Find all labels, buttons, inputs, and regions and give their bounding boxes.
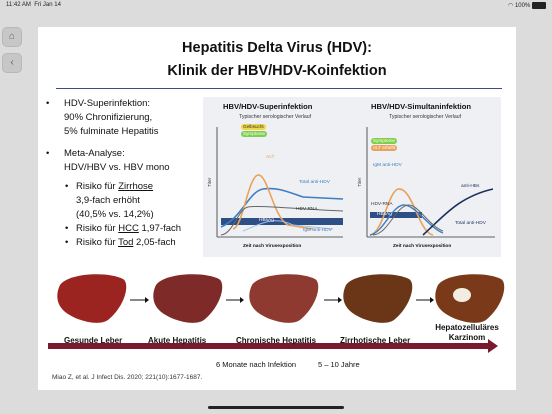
- left-total-anti-hdv-label: Total anti-HDV: [299, 180, 330, 185]
- sub-bullet-dot: •: [65, 223, 69, 234]
- sub-bullet-2: Risiko für HCC 1,97-fach: [76, 223, 182, 234]
- title-divider: [56, 88, 502, 89]
- right-anti-hbs-curve: [423, 189, 493, 235]
- left-gelbsucht-label: Gelbsucht: [243, 124, 264, 129]
- timeline-label-5-10-years: 5 – 10 Jahre: [318, 360, 360, 369]
- left-x-label: Zeit nach Virusexposition: [243, 244, 302, 249]
- liver-label-cirrhotic: Zirrhotische Leber: [340, 336, 411, 345]
- presentation-slide: [38, 27, 516, 390]
- right-anti-hbs-label: anti-HBs: [461, 184, 480, 189]
- chronic-liver-image: [249, 274, 318, 323]
- right-y-label: Titer: [358, 177, 363, 187]
- status-right: [508, 2, 546, 9]
- status-time: 11:42 AM Fri Jan 14: [6, 2, 61, 8]
- bullet-1-line2: 90% Chronifizierung,: [64, 112, 153, 123]
- bullet-2-line1: Meta-Analyse:: [64, 148, 125, 159]
- right-hdv-rna-label: HDV-RNA: [371, 202, 393, 207]
- home-indicator[interactable]: [208, 406, 344, 409]
- right-total-anti-hdv-label: Total anti-HDV: [455, 221, 486, 226]
- wifi-icon: ◠: [508, 3, 514, 10]
- bullet-dot: •: [46, 98, 50, 109]
- liver-label-acute: Akute Hepatitis: [148, 336, 207, 345]
- sub-bullet-1-line2: 3,9-fach erhöht: [76, 195, 140, 206]
- acute-liver-image: [153, 274, 222, 323]
- right-x-label: Zeit nach Virusexposition: [393, 244, 452, 249]
- right-chart-subtitle: Typischer serologischer Verlauf: [389, 114, 462, 120]
- right-chart-title: HBV/HDV-Simultaninfektion: [371, 102, 471, 111]
- left-symptome-label: Symptome: [243, 131, 265, 136]
- right-hbsag-label: HBsAg: [377, 212, 392, 217]
- right-alt-label: ALT erhöht: [373, 145, 396, 150]
- sub-bullet-3: Risiko für Tod 2,05-fach: [76, 237, 176, 248]
- serology-curves: [203, 97, 501, 257]
- right-igm-anti-hdv-curve: [370, 205, 443, 235]
- home-icon: ⌂: [8, 31, 16, 42]
- slide-title-line1: Hepatitis Delta Virus (HDV):: [182, 40, 372, 56]
- status-bar: [0, 0, 552, 12]
- right-hdv-rna-curve: [373, 205, 443, 235]
- left-chart-subtitle: Typischer serologischer Verlauf: [239, 114, 312, 120]
- home-button[interactable]: [2, 27, 22, 47]
- cirrhotic-liver-image: [343, 274, 412, 323]
- back-icon: ‹: [10, 57, 14, 68]
- timeline-label-6-months: 6 Monate nach Infektion: [216, 360, 297, 369]
- right-igm-anti-hdv-label: IgM anti-HDV: [373, 163, 402, 168]
- serology-figure: [203, 97, 501, 257]
- slide-title-line2: Klinik der HBV/HDV-Koinfektion: [167, 63, 387, 79]
- left-igm-anti-hdv-label: IgM anti-HDV: [303, 228, 332, 233]
- battery-icon: [532, 2, 546, 9]
- tumor-mass: [453, 288, 471, 302]
- healthy-liver-image: [57, 274, 126, 323]
- sub-bullet-dot: •: [65, 237, 69, 248]
- citation: Miao Z, et al. J Infect Dis. 2020; 221(10):1677-1687.: [52, 374, 203, 381]
- bullet-dot: •: [46, 148, 50, 159]
- liver-label-chronic: Chronische Hepatitis: [236, 336, 317, 345]
- back-button[interactable]: [2, 53, 22, 73]
- bullet-1-line1: HDV-Superinfektion:: [64, 98, 151, 109]
- liver-label-carcinoma: Hepatozelluläres Karzinom: [435, 323, 499, 342]
- left-hdv-rna-label: HDV-RNA: [296, 207, 318, 212]
- left-chart-title: HBV/HDV-Superinfektion: [223, 102, 313, 111]
- sub-bullet-1-line1: Risiko für Zirrhose: [76, 181, 154, 192]
- left-alt-label: ALT: [266, 155, 275, 160]
- right-symptome-label: Symptome: [373, 138, 395, 143]
- sub-bullet-1-line3: (40,5% vs. 14,2%): [76, 209, 154, 220]
- liver-label-healthy: Gesunde Leber: [64, 336, 123, 345]
- battery-percent: 100%: [514, 3, 531, 10]
- bullet-2-line2: HDV/HBV vs. HBV mono: [64, 162, 170, 173]
- left-y-label: Titer: [208, 177, 213, 187]
- bullet-1-line3: 5% fulminate Hepatitis: [64, 126, 159, 137]
- left-hbsag-label: HBsAg: [259, 218, 274, 223]
- sub-bullet-dot: •: [65, 181, 69, 192]
